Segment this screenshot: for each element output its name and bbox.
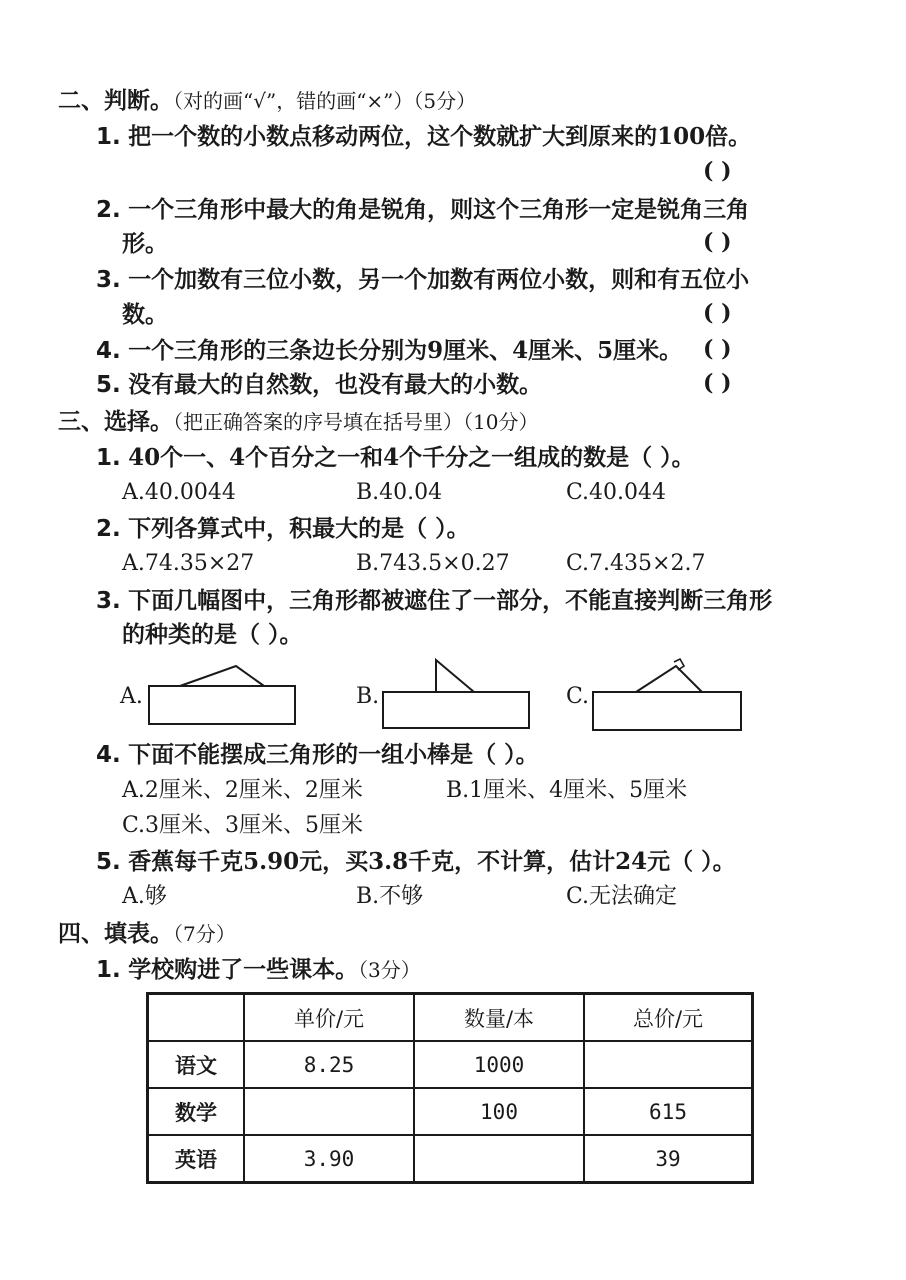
option-4a[interactable]: A.2厘米、2厘米、2厘米 bbox=[122, 778, 363, 803]
figure-a-label[interactable]: A. bbox=[120, 684, 143, 709]
figure-b-covered-triangle[interactable] bbox=[382, 658, 532, 730]
table-header-row bbox=[148, 994, 753, 1042]
section-4-heading bbox=[58, 919, 236, 949]
option-1a[interactable]: A.40.0044 bbox=[122, 480, 236, 505]
judge-question-2: 2. 一个三角形中最大的角是锐角，则这个三角形一定是锐角三角 bbox=[96, 196, 750, 223]
table-row bbox=[148, 1135, 753, 1183]
table-row-label: 语文 bbox=[148, 1041, 245, 1088]
table-row-label: 英语 bbox=[148, 1135, 245, 1183]
fill-table-question-1: 1. 学校购进了一些课本。（3分） bbox=[96, 956, 421, 983]
judge-question-3-cont: 数。 bbox=[122, 301, 168, 328]
judge-question-5: 5. 没有最大的自然数，也没有最大的小数。 bbox=[96, 371, 543, 398]
option-2b[interactable]: B.743.5×0.27 bbox=[356, 551, 510, 576]
table-header-blank bbox=[148, 994, 245, 1042]
option-5c[interactable]: C.无法确定 bbox=[566, 884, 678, 909]
choice-question-5: 5. 香蕉每千克5.90元，买3.8千克，不计算，估计24元（ ）。 bbox=[96, 848, 736, 875]
figure-c-label[interactable]: C. bbox=[566, 684, 590, 709]
answer-paren-j4[interactable]: ( ) bbox=[703, 336, 732, 362]
section-2-note: （对的画“√”，错的画“×”）（5分） bbox=[173, 89, 477, 113]
table-cell: 39 bbox=[584, 1135, 753, 1183]
option-1c[interactable]: C.40.044 bbox=[566, 480, 667, 505]
section-3-note: （把正确答案的序号填在括号里）（10分） bbox=[173, 410, 539, 434]
choice-question-3-cont: 的种类的是（ ）。 bbox=[122, 621, 303, 648]
table-cell: 3.90 bbox=[244, 1135, 414, 1183]
answer-paren-j1[interactable]: ( ) bbox=[703, 158, 732, 184]
answer-paren-j5[interactable]: ( ) bbox=[703, 370, 732, 396]
option-2c[interactable]: C.7.435×2.7 bbox=[566, 551, 706, 576]
section-4-note: （7分） bbox=[173, 922, 236, 946]
option-1b[interactable]: B.40.04 bbox=[356, 480, 443, 505]
figure-c-covered-triangle[interactable] bbox=[592, 656, 744, 732]
option-5a[interactable]: A.够 bbox=[122, 884, 167, 909]
option-4b[interactable]: B.1厘米、4厘米、5厘米 bbox=[446, 778, 688, 803]
judge-question-1: 1. 把一个数的小数点移动两位，这个数就扩大到原来的100倍。 bbox=[96, 123, 752, 150]
table-cell-blank[interactable] bbox=[584, 1041, 753, 1088]
choice-question-4: 4. 下面不能摆成三角形的一组小棒是（ ）。 bbox=[96, 741, 539, 768]
table-cell: 8.25 bbox=[244, 1041, 414, 1088]
table-cell-blank[interactable] bbox=[414, 1135, 584, 1183]
table-cell: 1000 bbox=[414, 1041, 584, 1088]
choice-question-1: 1. 40个一、4个百分之一和4个千分之一组成的数是（ ）。 bbox=[96, 444, 695, 471]
figure-a-covered-triangle[interactable] bbox=[148, 664, 298, 726]
option-2a[interactable]: A.74.35×27 bbox=[122, 551, 255, 576]
table-header-quantity: 数量/本 bbox=[414, 994, 584, 1042]
judge-question-3: 3. 一个加数有三位小数，另一个加数有两位小数，则和有五位小 bbox=[96, 266, 750, 293]
section-3-title: 三、选择。 bbox=[58, 408, 173, 435]
table-cell: 615 bbox=[584, 1088, 753, 1135]
option-5b[interactable]: B.不够 bbox=[356, 884, 424, 909]
judge-question-2-cont: 形。 bbox=[122, 230, 168, 257]
textbook-price-table bbox=[146, 992, 754, 1184]
section-2-title: 二、判断。 bbox=[58, 87, 173, 114]
table-cell: 100 bbox=[414, 1088, 584, 1135]
section-3-heading bbox=[58, 407, 538, 437]
choice-question-2: 2. 下列各算式中，积最大的是（ ）。 bbox=[96, 515, 470, 542]
table-header-total: 总价/元 bbox=[584, 994, 753, 1042]
figure-b-label[interactable]: B. bbox=[356, 684, 380, 709]
option-4c[interactable]: C.3厘米、3厘米、5厘米 bbox=[122, 813, 364, 838]
judge-question-4: 4. 一个三角形的三条边长分别为9厘米、4厘米、5厘米。 bbox=[96, 337, 683, 364]
section-2-heading bbox=[58, 86, 476, 116]
answer-paren-j3[interactable]: ( ) bbox=[703, 300, 732, 326]
table-cell-blank[interactable] bbox=[244, 1088, 414, 1135]
section-4-title: 四、填表。 bbox=[58, 920, 173, 947]
table-header-unit-price: 单价/元 bbox=[244, 994, 414, 1042]
choice-question-3: 3. 下面几幅图中，三角形都被遮住了一部分，不能直接判断三角形 bbox=[96, 587, 773, 614]
table-row bbox=[148, 1041, 753, 1088]
table-row-label: 数学 bbox=[148, 1088, 245, 1135]
answer-paren-j2[interactable]: ( ) bbox=[703, 229, 732, 255]
table-row bbox=[148, 1088, 753, 1135]
